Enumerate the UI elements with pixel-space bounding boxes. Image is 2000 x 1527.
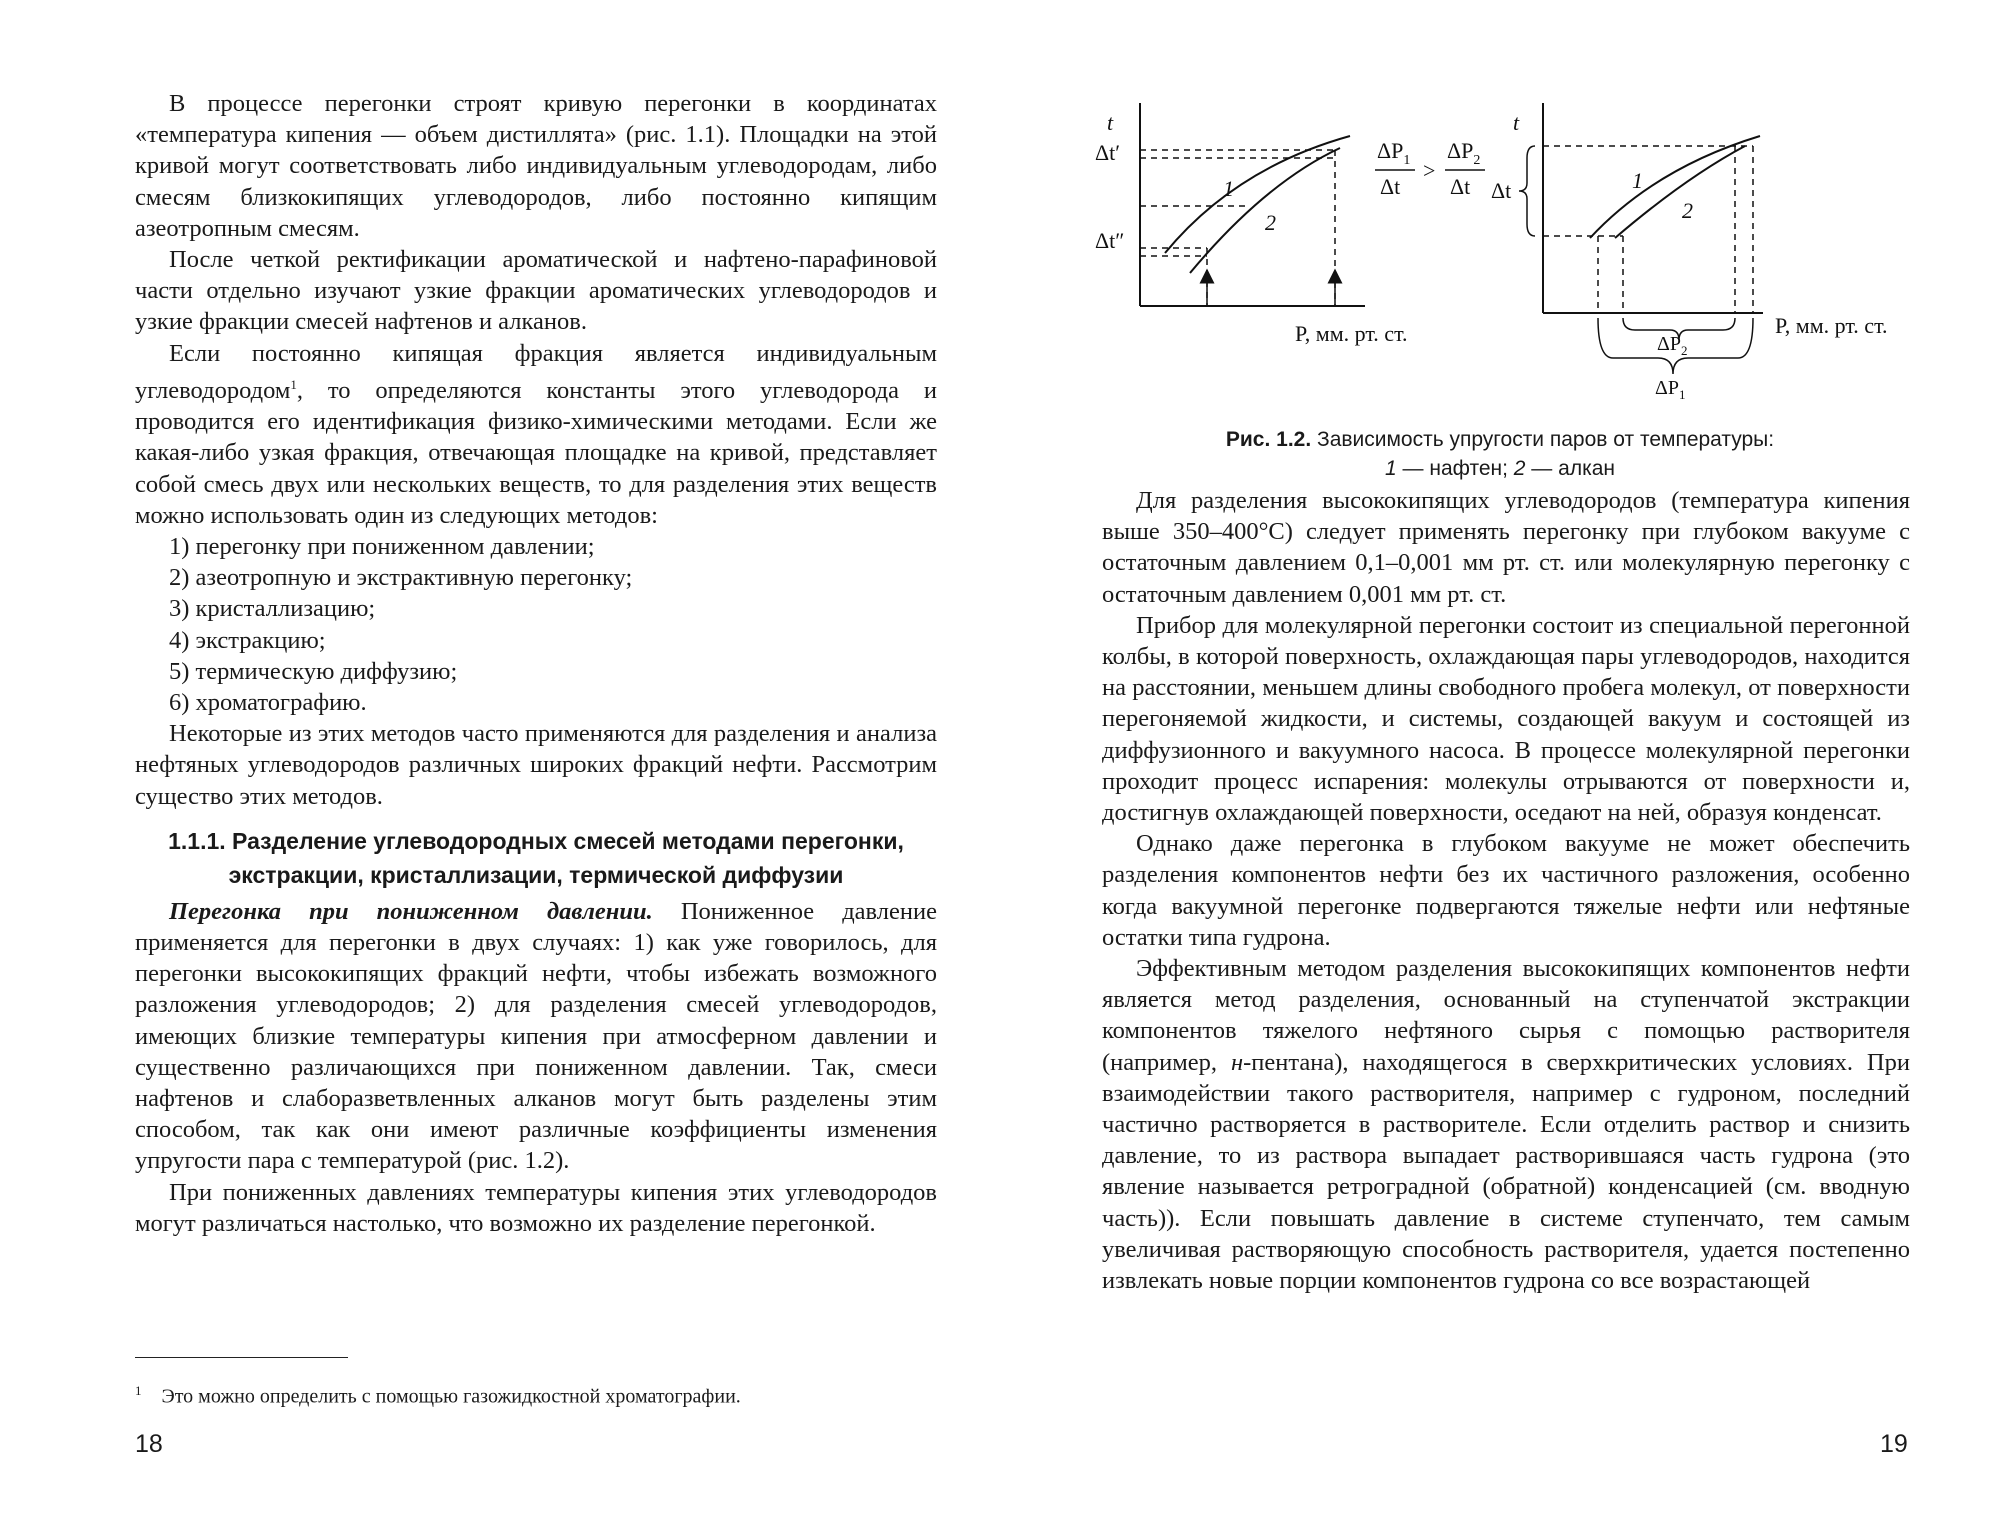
delta-t-prime-label: Δt′ <box>1095 140 1121 165</box>
right-text-column <box>1102 485 1910 1296</box>
paragraph: Прибор для молекулярной перегонки состоит из специальной перегонной колбы, в которой поверхность, охлаждающая пары углеводородов, находится на расстоянии, меньшем длины свободного пробега молекул, от поверхности перегоняемой жидкости, и системы, создающей вакуум и состоящей из диффузионного и вакуумного насоса. В процессе молекулярной перегонки проходит процесс испарения: молекулы отрываются от поверхности и, достигнув охлаждающей поверхности, оседают на ней, образуя конденсат. <box>1102 611 1910 827</box>
delta-p1-label: $\Delta P_1$ <box>1655 377 1686 402</box>
ratio-dp1: $\Delta P_1$ <box>1377 138 1411 168</box>
x-axis-label: P, мм. рт. ст. <box>1295 321 1408 346</box>
list-item: 1) перегонку при пониженном давлении; <box>169 533 595 560</box>
section-heading <box>135 824 937 892</box>
footnote-text: Это можно определить с помощью газожидкостной хроматографии. <box>161 1385 741 1408</box>
paragraph: В процессе перегонки строят кривую перегонки в координатах «температура кипения — объем дистиллята» (рис. 1.1). Площадки на этой кривой могут соответствовать либо индивидуальным углеводородам, либо смесям близкокипящих углеводородов, либо постоянно кипящим азеотропным смесям. <box>135 90 937 242</box>
paragraph: Для разделения высококипящих углеводородов (температура кипения выше 350–400°С) следует применять перегонку при глубоком вакууме с остаточным давлением 0,1–0,001 мм рт. ст. или молекулярную перегонку с остаточным давлением 0,001 мм рт. ст. <box>1102 487 1910 608</box>
list-item: 3) кристаллизацию; <box>169 595 376 623</box>
paragraph <box>135 896 937 1177</box>
curve-2-label: 2 <box>1265 210 1276 235</box>
section-heading-line: 1.1.1. Разделение углеводородных смесей методами перегонки, <box>168 827 904 854</box>
text-run: , то определяются константы этого углеводорода и проводится его идентификация физико-химическими методами. Если же какая-либо узкая фракция, отвечающая площадке на кривой, представляет собой смесь двух или нескольких веществ, то для разделения этих веществ можно использовать один из следующих методов: <box>135 376 937 529</box>
delta-t-double-prime-label: Δt″ <box>1095 228 1125 253</box>
y-axis-label: t <box>1107 110 1114 135</box>
caption-n1: 1 <box>1385 457 1397 480</box>
caption-t1: — нафтен; <box>1396 457 1514 480</box>
caption-title: Зависимость упругости паров от температуры: <box>1311 428 1775 451</box>
ratio-dp2: $\Delta P_2$ <box>1447 138 1481 168</box>
page-number: 19 <box>1880 1430 1908 1458</box>
paragraph: После четкой ректификации ароматической и нафтено-парафиновой части отдельно изучают узкие фракции ароматических углеводородов и узкие фракции смесей нафтенов и алканов. <box>135 246 937 336</box>
y-axis-label: t <box>1513 110 1520 135</box>
right-page <box>1000 0 2000 1527</box>
paragraph: Некоторые из этих методов часто применяются для разделения и анализа нефтяных углеводородов различных широких фракций нефти. Рассмотрим существо этих методов. <box>135 720 937 810</box>
methods-list <box>135 531 937 718</box>
footnote-ref: 1 <box>290 376 297 392</box>
delta-t-label: Δt <box>1491 178 1512 203</box>
list-item: 2) азеотропную и экстрактивную перегонку; <box>169 564 633 592</box>
delta-p2-label: $\Delta P_2$ <box>1657 333 1688 358</box>
page-number: 18 <box>135 1430 163 1458</box>
caption-label: Рис. 1.2. <box>1225 428 1312 451</box>
footnote-divider <box>135 1357 348 1358</box>
text-run-italic: н <box>1230 1048 1244 1076</box>
list-item: 6) хроматографию. <box>169 689 367 717</box>
text-run: Эффективным методом разделения высококипящих компонентов нефти является метод разделения, основанный на ступенчатой экстракции компонентов тяжелого нефтяного сырья с помощью растворителя (например, <box>1102 955 1910 1076</box>
left-text-column <box>135 88 937 1239</box>
ratio-gt: > <box>1423 158 1436 183</box>
text-run: Пониженное давление применяется для перегонки в двух случаях: 1) как уже говорилось, для перегонки высококипящих фракций нефти, чтобы избежать возможного разложения углеводородов; 2) для разделения смесей углеводородов, имеющих близкие температуры кипения при атмосферном давлении и существенно различающихся при пониженном давлении. Так, смеси нафтенов и слаборазветвленных алканов могут быть разделены этим способом, так как они имеют различные коэффициенты изменения упругости пара с температурой (рис. 1.2). <box>135 897 937 1175</box>
footnote <box>135 1378 935 1410</box>
run-in-heading: Перегонка при пониженном давлении. <box>169 897 653 925</box>
paragraph: При пониженных давлениях температуры кипения этих углеводородов могут различаться настолько, что возможно их разделение перегонкой. <box>135 1178 937 1237</box>
curve-1-label: 1 <box>1632 168 1643 193</box>
paragraph <box>1102 953 1910 1296</box>
paragraph: Однако даже перегонка в глубоком вакууме не может обеспечить разделения компонентов нефти без их частичного разложения, особенно когда вакуумной перегонке подвергаются тяжелые нефти или нефтяные остатки типа гудрона. <box>1102 830 1910 951</box>
caption-n2: 2 <box>1513 457 1526 480</box>
text-run: -пентана), находящегося в сверхкритических условиях. При взаимодействии такого растворителя, например с гудроном, последний частично растворяется в растворителе. Если отделить раствор и снизить давление, то из раствора выпадает растворившаяся часть гудрона (это явление называется ретроградной (обратной) конденсацией (см. вводную часть)). Если повышать давление в системе ступенчато, тем самым увеличивая растворяющую способность растворителя, удается постепенно извлекать новые порции компонентов гудрона со все возрастающей <box>1102 1048 1910 1295</box>
text-run: Если постоянно кипящая фракция является индивидуальным углеводородом <box>135 339 937 404</box>
section-heading-line: экстракции, кристаллизации, термической диффузии <box>228 861 844 888</box>
ratio-dt-2: Δt <box>1450 174 1471 199</box>
ratio-dt-1: Δt <box>1380 174 1401 199</box>
list-item: 4) экстракцию; <box>169 626 326 654</box>
list-item: 5) термическую диффузию; <box>169 657 458 685</box>
x-axis-label: P, мм. рт. ст. <box>1775 313 1888 338</box>
footnote-mark: 1 <box>135 1383 142 1398</box>
caption-t2: — алкан <box>1525 457 1615 480</box>
curve-1-label: 1 <box>1223 176 1234 201</box>
paragraph <box>135 338 937 531</box>
curve-2-label: 2 <box>1682 198 1693 223</box>
